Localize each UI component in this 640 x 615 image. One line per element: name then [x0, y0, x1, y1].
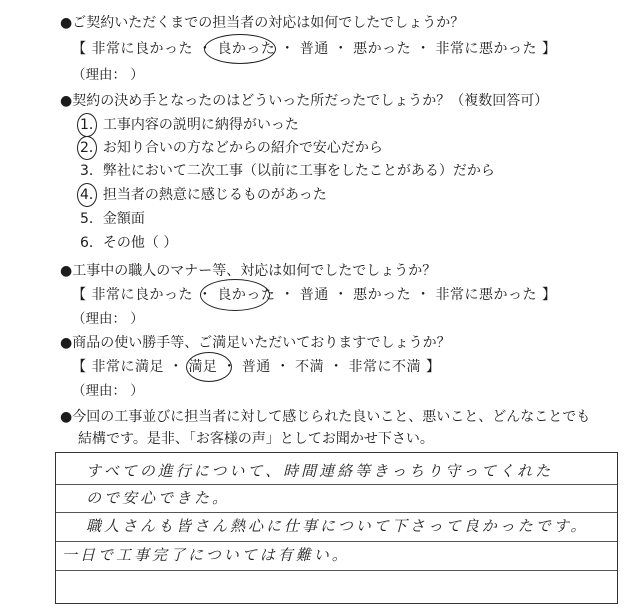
- selected-circle-q4: [186, 352, 232, 382]
- choice-item-4: 4．担当者の熱意に感じるものがあった: [80, 187, 327, 203]
- question-4: ●商品の使い勝手等、ご満足いただいておりますでしょうか？: [60, 335, 451, 351]
- question-5-line-1: ●今回の工事並びに担当者に対して感じられた良いこと、悪いこと、どんなことでも: [60, 409, 591, 425]
- question-3-reason: （理由： ）: [72, 311, 144, 327]
- answer-line-2: ので安心できた。: [86, 489, 231, 507]
- question-3-options: 【 非常に良かった ・ 良かった ・ 普通 ・ 悪かった ・ 非常に悪かった 】: [72, 287, 557, 303]
- choice-item-2: 2．お知り合いの方などからの紹介で安心だから: [80, 140, 383, 156]
- question-3: ●工事中の職人のマナー等、対応は如何でしたでしょうか？: [60, 263, 437, 279]
- question-4-options: 【 非常に満足 ・ 満足 ・ 普通 ・ 不満 ・ 非常に不満 】: [72, 359, 441, 375]
- choice-item-1: 1．工事内容の説明に納得がいった: [80, 117, 299, 133]
- question-5-line-2: 結構です。是非、「お客様の声」としてお聞かせ下さい。: [78, 431, 434, 447]
- question-2: ●契約の決め手となったのはどういった所だったでしょうか？（複数回答可）: [60, 93, 549, 109]
- choice-item-3: 3．弊社において二次工事（以前に工事をしたことがある）だから: [80, 163, 495, 179]
- answer-rule-2: [56, 512, 617, 513]
- question-4-reason: （理由： ）: [72, 383, 144, 399]
- answer-line-3: 職人さんも皆さん熱心に仕事について下さって良かったです。: [86, 517, 589, 535]
- selected-circle-item-1: [77, 113, 97, 137]
- question-1-reason: （理由： ）: [72, 67, 144, 83]
- selected-circle-q3: [200, 279, 270, 311]
- answer-rule-4: [56, 570, 617, 571]
- answer-line-1: すべての進行について、時間連絡等きっちり守ってくれた: [86, 462, 554, 480]
- choice-item-6: 6．その他（ ）: [80, 235, 178, 251]
- answer-line-4: 一日で工事完了については有難い。: [62, 546, 350, 564]
- choice-item-5: 5．金額面: [80, 211, 145, 227]
- answer-rule-3: [56, 541, 617, 542]
- question-1-options: 【 非常に良かった ・ 良かった ・ 普通 ・ 悪かった ・ 非常に悪かった 】: [72, 41, 557, 57]
- question-1: ●ご契約いただくまでの担当者の対応は如何でしたでしょうか？: [60, 15, 465, 31]
- selected-circle-item-2: [77, 136, 97, 160]
- answer-box: [55, 452, 618, 604]
- answer-rule-1: [56, 484, 617, 485]
- selected-circle-item-4: [77, 183, 97, 207]
- selected-circle-q1: [204, 34, 276, 64]
